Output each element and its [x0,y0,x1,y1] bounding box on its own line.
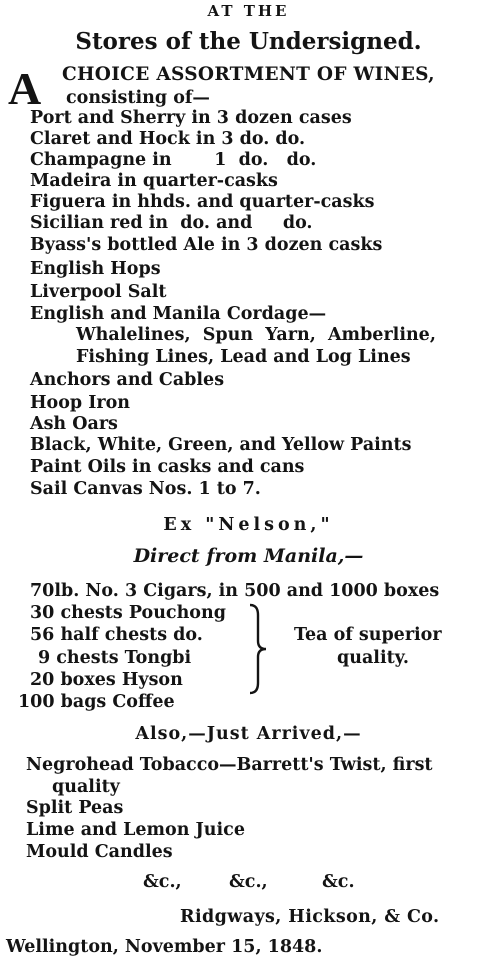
etc: &c., [229,872,268,892]
also-heading: Also,—Just Arrived,— [135,724,362,744]
signature: Ridgways, Hickson, & Co. [180,907,440,927]
tea-note: quality. [337,648,409,668]
item-line: Ash Oars [30,414,118,434]
item-line: Anchors and Cables [30,370,225,390]
item-line: Black, White, Green, and Yellow Paints [30,435,412,455]
item-line: English Hops [30,259,161,279]
item-line: Figuera in hhds. and quarter-casks [30,192,375,212]
etc: &c., [143,872,182,892]
also-item: Lime and Lemon Juice [26,820,245,840]
cigars-line: 70lb. No. 3 Cigars, in 500 and 1000 boxes [30,581,440,601]
tea-line: 56 half chests do. [30,625,203,645]
item-line: Liverpool Salt [30,282,167,302]
also-item: Mould Candles [26,842,173,862]
tea-note: Tea of superior [294,625,442,645]
etc: &c. [322,872,355,892]
item-line: Sicilian red in do. and do. [30,213,313,233]
item-line: Sail Canvas Nos. 1 to 7. [30,479,261,499]
item-line: Fishing Lines, Lead and Log Lines [76,347,411,367]
heading-stores: Stores of the Undersigned. [75,28,422,55]
item-line: Hoop Iron [30,393,131,413]
item-line: Paint Oils in casks and cans [30,457,305,477]
tea-line: 9 chests Tongbi [38,648,192,668]
item-line: Champagne in 1 do. do. [30,150,317,170]
curly-brace [248,603,270,695]
ship-heading: Ex "Nelson," [163,515,334,535]
item-line: English and Manila Cordage— [30,304,327,324]
drop-cap: A [8,63,42,114]
item-line: Byass's bottled Ale in 3 dozen casks [30,235,383,255]
intro-line-1: CHOICE ASSORTMENT OF WINES, [62,64,435,85]
item-line: Port and Sherry in 3 dozen cases [30,108,352,128]
item-line: Madeira in quarter-casks [30,171,278,191]
also-item: Negrohead Tobacco—Barrett's Twist, first [26,755,433,775]
item-line: Whalelines, Spun Yarn, Amberline, [76,325,436,345]
item-line: Claret and Hock in 3 do. do. [30,129,306,149]
tea-line: 30 chests Pouchong [30,603,226,623]
direct-from-manila: Direct from Manila,— [133,545,364,567]
coffee-line: 100 bags Coffee [18,692,175,712]
dateline: Wellington, November 15, 1848. [6,937,323,957]
also-item: quality [52,777,120,797]
heading-at-the: AT THE [207,2,290,20]
tea-line: 20 boxes Hyson [30,670,183,690]
intro-line-2: consisting of— [66,88,210,108]
also-item: Split Peas [26,798,124,818]
